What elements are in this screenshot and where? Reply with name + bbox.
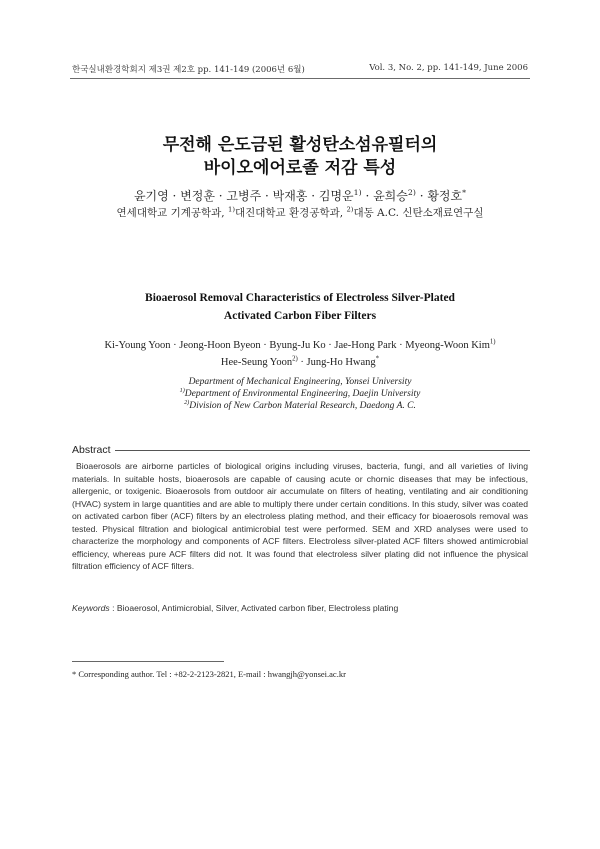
english-authors-line2 <box>0 357 600 368</box>
korean-authors-main: 윤기영 · 변정훈 · 고병주 · 박재홍 · 김명운 <box>133 189 354 203</box>
keywords-list: : Bioaerosol, Antimicrobial, Silver, Activated carbon fiber, Electroless plating <box>109 603 399 613</box>
korean-affil-sup1: 1) <box>227 205 235 214</box>
english-affil-line2-text: Department of Environmental Engineering, Daejin University <box>184 389 421 399</box>
abstract-heading-row <box>72 444 530 456</box>
english-authors-line1 <box>0 340 600 351</box>
english-affiliation-line2 <box>0 389 600 399</box>
korean-affil-part1: 연세대학교 기계공학과, <box>116 207 228 219</box>
english-author-b-sup: * <box>375 355 380 363</box>
english-affiliation-line3 <box>0 401 600 411</box>
abstract-body: Bioaerosols are airborne particles of biological origins including viruses, bacteria, fungi, and all varieties of living materials. In suitable hosts, bioaerosols are capable of causing acute or chornic diseases that may be infectious, allergenic, or toxigenic. Bioaerosols from outdoor air accumulate on filters of heating, ventilating and air conditioning (HVAC) system in large quantities and are able to multiply there under certain conditions. In this study, silver was coated on activated carbon fiber (ACF) filters by an electroless plating method, and their efficacy for bioaerosols removal was tested. Physical filtration and biological antimicrobial test were performed. SEM and XRD analyses were used to characterize the morphology and components of ACF filters. Electroless silver-plated ACF filters showed antimicrobial efficiency, whereas pure ACF filters did not. It was found that electroless silver plating did not influence the physical filtration efficiency of ACF filters. <box>72 461 528 571</box>
korean-title-line2: 바이오에어로졸 저감 특성 <box>203 158 397 178</box>
footnote-divider <box>72 661 224 662</box>
korean-affil-part3: 대동 A.C. 신탄소재료연구실 <box>353 207 484 219</box>
english-affil-line3-text: Division of New Carbon Material Research, Daedong A. C. <box>189 401 416 411</box>
running-header-english: Vol. 3, No. 2, pp. 141-149, June 2006 <box>369 63 528 73</box>
korean-authors-sup3: * <box>462 188 467 197</box>
running-header-korean: 한국실내환경학회지 제3권 제2호 pp. 141-149 (2006년 6월) <box>72 65 305 75</box>
abstract-heading-rule <box>115 450 530 451</box>
english-author-b: · Jung-Ho Hwang <box>297 357 376 368</box>
english-affil-sup3: 2) <box>184 399 190 406</box>
header-divider <box>70 78 530 79</box>
english-title-line2: Activated Carbon Fiber Filters <box>223 310 377 322</box>
korean-authors-mid: · 윤희승 <box>361 189 408 203</box>
keywords-label: Keywords <box>72 603 110 613</box>
korean-affil-part2: 대진대학교 환경공학과, <box>234 207 347 219</box>
english-authors-line1-sup: 1) <box>489 338 496 346</box>
korean-affiliation <box>0 205 600 220</box>
korean-authors-last: · 황정호 <box>415 189 463 203</box>
english-title-line1: Bioaerosol Removal Characteristics of Electroless Silver-Plated <box>145 292 455 304</box>
english-author-a: Hee-Seung Yoon <box>220 357 293 368</box>
abstract-heading: Abstract <box>72 444 111 456</box>
korean-title-line1: 무전해 은도금된 활성탄소섬유필터의 <box>162 135 438 155</box>
english-author-a-sup: 2) <box>292 355 298 363</box>
korean-authors-sup2: 2) <box>407 188 416 197</box>
korean-affil-sup2: 2) <box>346 205 354 214</box>
korean-authors <box>0 187 600 204</box>
korean-authors-sup1: 1) <box>353 188 362 197</box>
english-affil-sup2: 1) <box>179 387 185 394</box>
keywords <box>72 603 528 613</box>
english-affiliation-line1: Department of Mechanical Engineering, Yonsei University <box>188 377 412 387</box>
english-authors-line1-text: Ki-Young Yoon · Jeong-Hoon Byeon · Byung-Ju Ko · Jae-Hong Park · Myeong-Woon Kim <box>104 340 490 351</box>
corresponding-author-footnote: * Corresponding author. Tel : +82-2-2123-2821, E-mail : hwangjh@yonsei.ac.kr <box>72 669 346 679</box>
